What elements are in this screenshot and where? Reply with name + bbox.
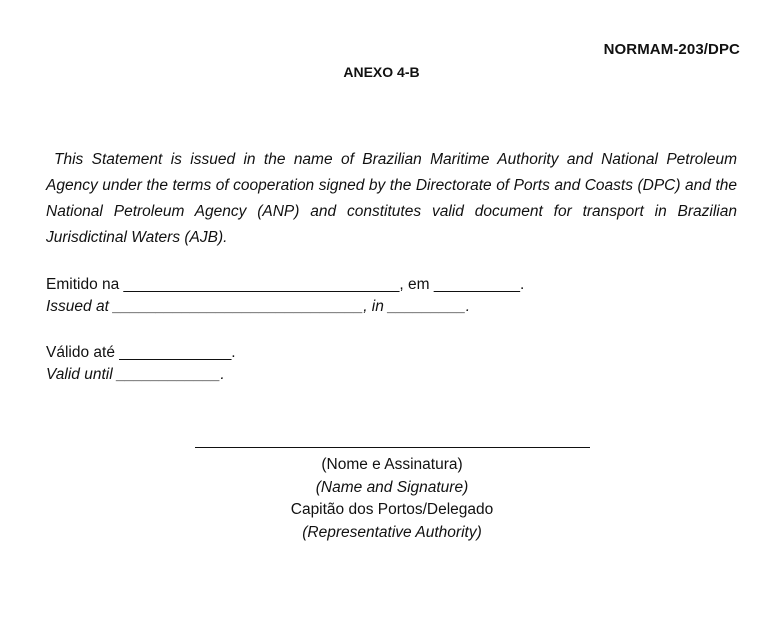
signature-line xyxy=(195,447,590,448)
valid-until-field-en: Valid until ____________. xyxy=(46,366,225,383)
issued-at-field-en: Issued at _____________________________, in _________. xyxy=(46,298,471,315)
annex-title: ANEXO 4-B xyxy=(343,64,420,80)
valid-until-field-pt: Válido até _____________. xyxy=(46,344,236,361)
statement-paragraph: This Statement is issued in the name of Brazilian Maritime Authority and National Petroleum Agency under the terms of cooperation signed by the Directorate of Ports and Coasts (DPC) and the National Petroleum Agency (ANP) and constitutes valid document for transport in Brazilian Jurisdictinal Waters (AJB). xyxy=(46,151,737,246)
signature-role-en: (Representative Authority) xyxy=(302,523,482,541)
signature-name-label-pt: (Nome e Assinatura) xyxy=(321,456,463,473)
document-code: NORMAM-203/DPC xyxy=(603,41,740,58)
signature-role-pt: Capitão dos Portos/Delegado xyxy=(290,501,494,518)
signature-name-label-en: (Name and Signature) xyxy=(315,478,469,496)
issued-at-field-pt: Emitido na ________________________________, em __________. xyxy=(46,276,525,293)
signature-block xyxy=(192,454,592,544)
